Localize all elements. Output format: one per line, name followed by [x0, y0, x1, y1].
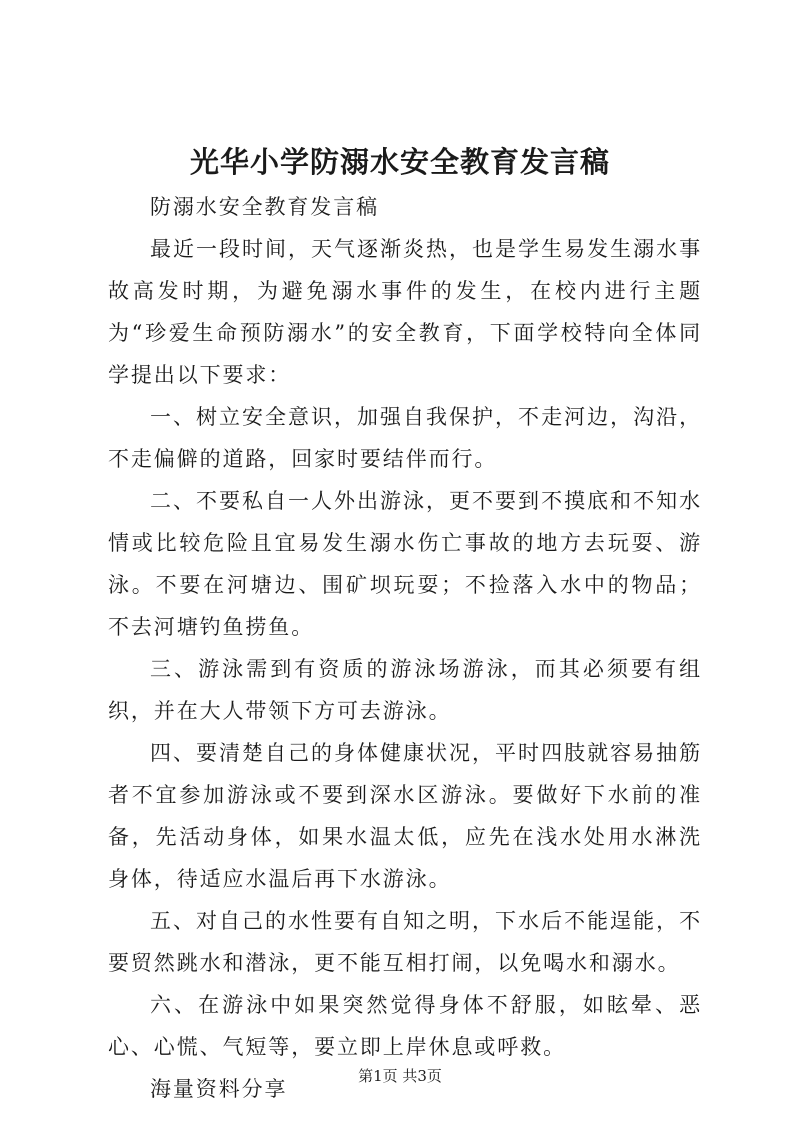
- paragraph-rule-3: 三、游泳需到有资质的游泳场游泳，而其必须要有组织，并在大人带领下方可去游泳。: [108, 657, 702, 723]
- paragraph-rule-4: 四、要清楚自己的身体健康状况，平时四肢就容易抽筋者不宜参加游泳或不要到深水区游泳。要做好下水前的准备，先活动身体，如果水温太低，应先在浅水处用水淋洗身体，待适应水温后再下水游泳。: [108, 741, 702, 891]
- paragraph-rule-1: 一、树立安全意识，加强自我保护，不走河边，沟沿，不走偏僻的道路，回家时要结伴而行。: [108, 405, 702, 471]
- paragraph-closing: 海量资料分享: [150, 1077, 288, 1101]
- paragraph-rule-2: 二、不要私自一人外出游泳，更不要到不摸底和不知水情或比较危险且宜易发生溺水伤亡事故的地方去玩耍、游泳。不要在河塘边、围矿坝玩耍；不捡落入水中的物品；不去河塘钓鱼捞鱼。: [108, 489, 702, 639]
- document-body: [108, 186, 702, 1110]
- paragraph-intro: 最近一段时间，天气逐渐炎热，也是学生易发生溺水事故高发时期，为避免溺水事件的发生，在校内进行主题为“珍爱生命预防溺水”的安全教育，下面学校特向全体同学提出以下要求：: [108, 237, 702, 387]
- paragraph-rule-5: 五、对自己的水性要有自知之明，下水后不能逞能，不要贸然跳水和潜泳，更不能互相打闹，以免喝水和溺水。: [108, 909, 702, 975]
- document-title: 光华小学防溺水安全教育发言稿: [189, 145, 610, 179]
- paragraph-rule-6: 六、在游泳中如果突然觉得身体不舒服，如眩晕、恶心、心慌、气短等，要立即上岸休息或呼救。: [108, 993, 702, 1059]
- page-footer: 第1页 共3页: [358, 1067, 442, 1085]
- paragraph-subtitle: 防溺水安全教育发言稿: [150, 195, 379, 219]
